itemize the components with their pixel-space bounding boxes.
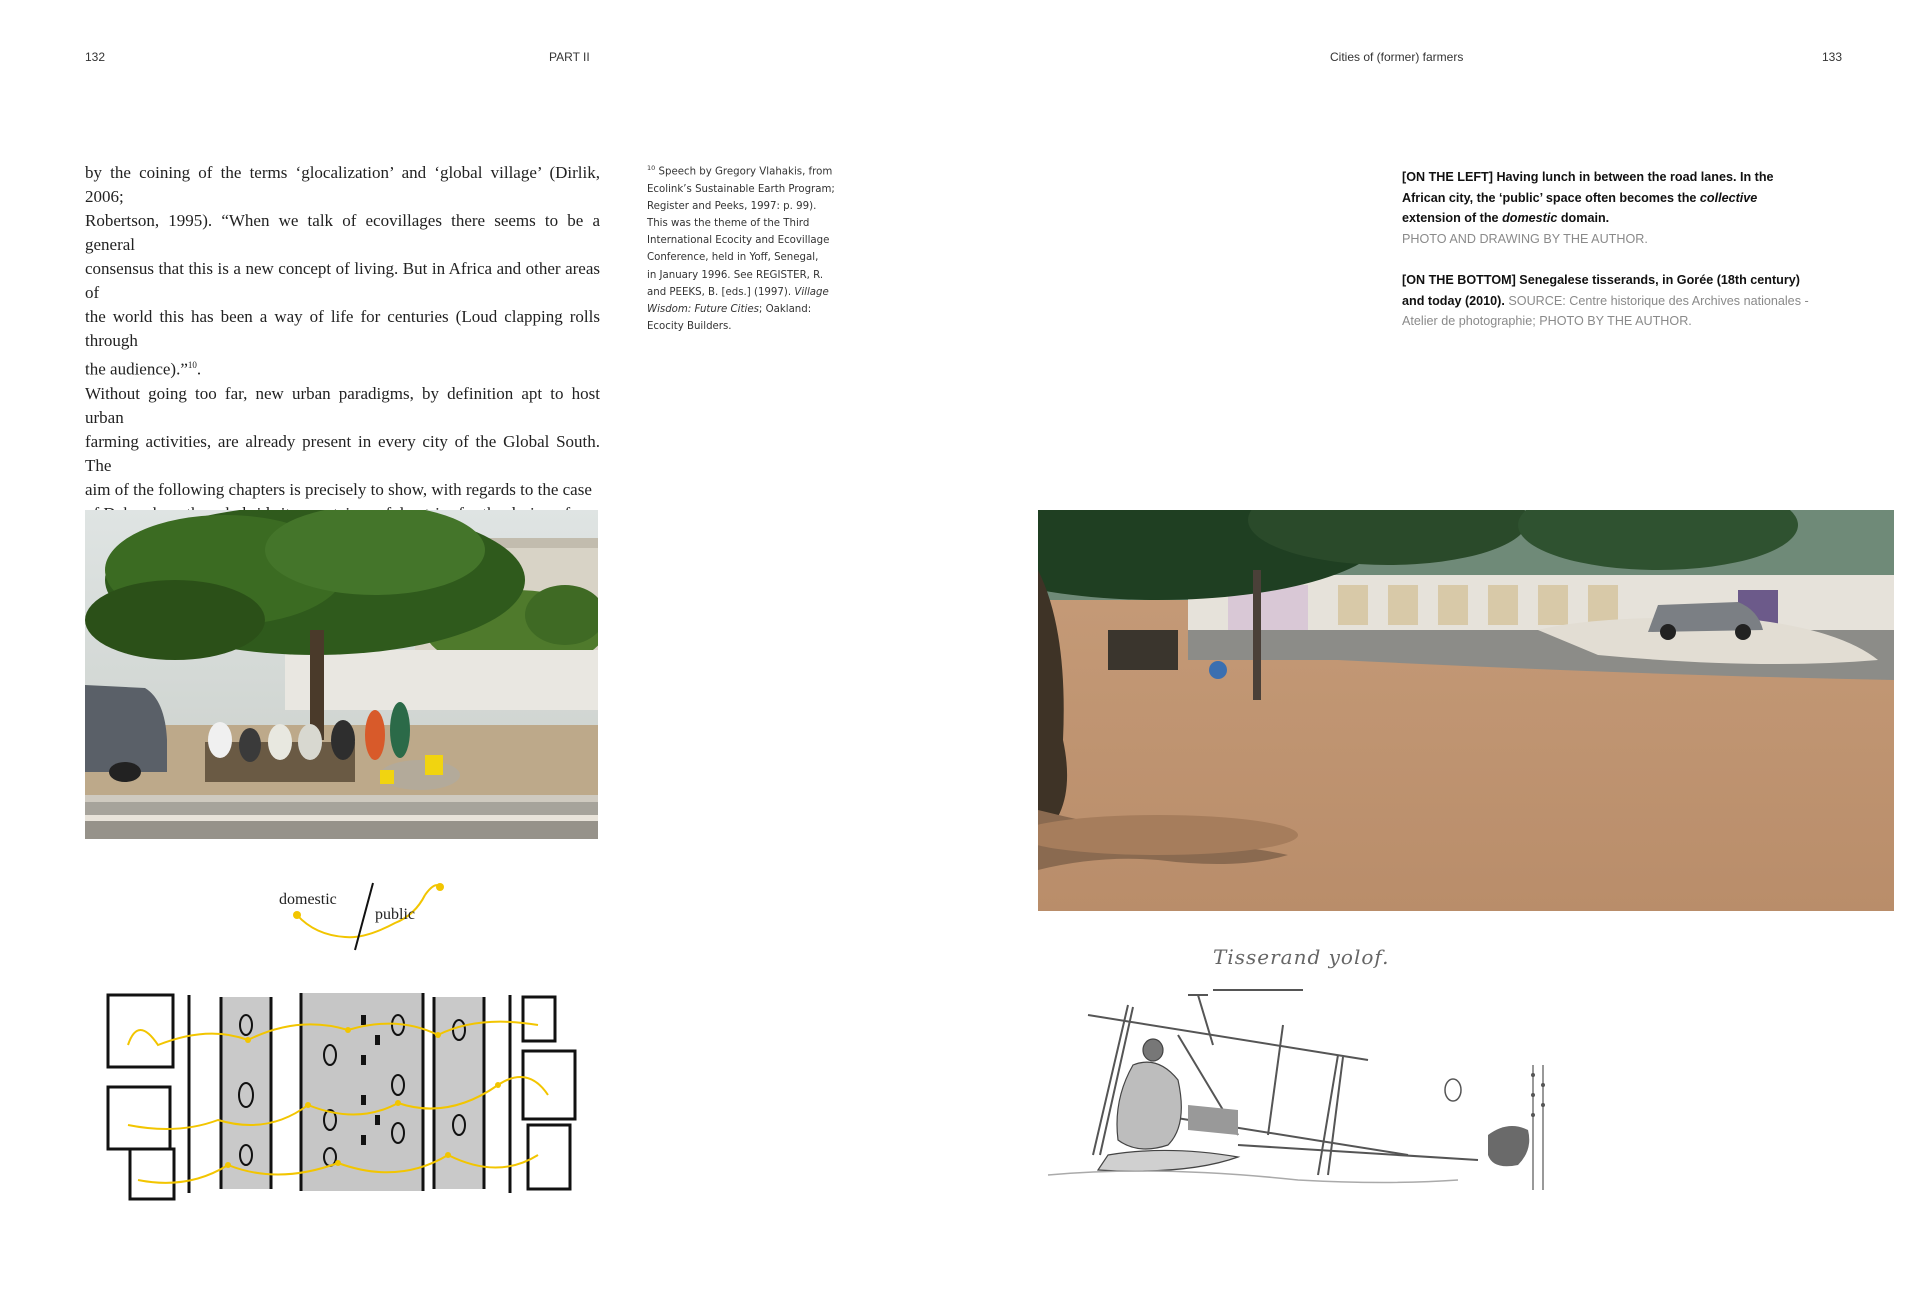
caption-credit: PHOTO AND DRAWING BY THE AUTHOR. (1402, 231, 1648, 246)
label-domestic: domestic (279, 891, 337, 908)
footnote-line: Conference, held in Yoff, Senegal, (647, 252, 819, 264)
footnote-line: Register and Peeks, 1997: p. 99). (647, 200, 817, 212)
body-line: aim of the following chapters is precisely to show, with regards to the case (85, 479, 592, 499)
footnote-line: in January 1996. See REGISTER, R. (647, 269, 824, 281)
running-title: Cities of (former) farmers (1330, 50, 1464, 64)
left-page-number: 132 (85, 50, 106, 64)
lunch-photo (85, 510, 598, 839)
body-line: Without going too far, new urban paradigms, by definition apt to host urban (85, 383, 600, 427)
footnote-line: Ecocity Builders. (647, 321, 732, 333)
sketch-title: Tisserand yolof. (1213, 945, 1390, 969)
body-line-text: the audience).” (85, 359, 188, 379)
caption-line: African city, the ‘public’ space often becomes the collective (1402, 190, 1758, 205)
body-line: consensus that this is a new concept of living. But in Africa and other areas of (85, 259, 600, 302)
tisserand-sketch (1038, 935, 1558, 1215)
footnote-marker: 10 (647, 164, 656, 172)
footnote-line: and PEEKS, B. [eds.] (1997). Village (647, 286, 829, 298)
caption-line: [ON THE LEFT] Having lunch in between the road lanes. In the (1402, 170, 1774, 184)
footnote-line: Wisdom: Future Cities; Oakland: (647, 304, 812, 316)
footnote-line: $^{10}$ Speech by Gregory Vlahakis, from (647, 164, 833, 178)
body-line: farming activities, are already present in every city of the Global South. The (85, 431, 600, 475)
footnote-line: Ecolink’s Sustainable Earth Program; (647, 183, 835, 195)
domestic-public-plan-drawing (98, 985, 588, 1205)
body-line: by the coining of the terms ‘glocalization’ and ‘global village’ (Dirlik, 2006; (85, 163, 600, 206)
caption-credit: Atelier de photographie; PHOTO BY THE AUTHOR. (1402, 314, 1692, 328)
street-photo (1038, 510, 1894, 911)
body-line: Robertson, 1995). “When we talk of ecovillages there seems to be a general (85, 211, 600, 254)
footnote-line: This was the theme of the Third (647, 218, 810, 229)
caption-on-the-left (1402, 167, 1832, 249)
main-body-text (85, 161, 600, 550)
domestic-public-label (275, 875, 450, 955)
footnote-reference: 10 (187, 360, 197, 370)
caption-line: and today (2010). SOURCE: Centre historique des Archives nationales - (1402, 293, 1809, 308)
body-line: the world this has been a way of life for centuries (Loud clapping rolls through (85, 307, 600, 350)
footnote (647, 160, 837, 335)
footnote-line: International Ecocity and Ecovillage (647, 235, 830, 247)
right-page-number: 133 (1822, 50, 1843, 64)
label-public: public (375, 906, 415, 923)
caption-line: extension of the domestic domain. (1402, 211, 1610, 225)
body-line: the audience).”$^{10}$. (85, 359, 202, 379)
left-section-label: PART II (549, 50, 590, 64)
caption-line: [ON THE BOTTOM] Senegalese tisserands, in Gorée (18th century) (1402, 273, 1800, 287)
caption-on-the-bottom (1402, 270, 1842, 332)
